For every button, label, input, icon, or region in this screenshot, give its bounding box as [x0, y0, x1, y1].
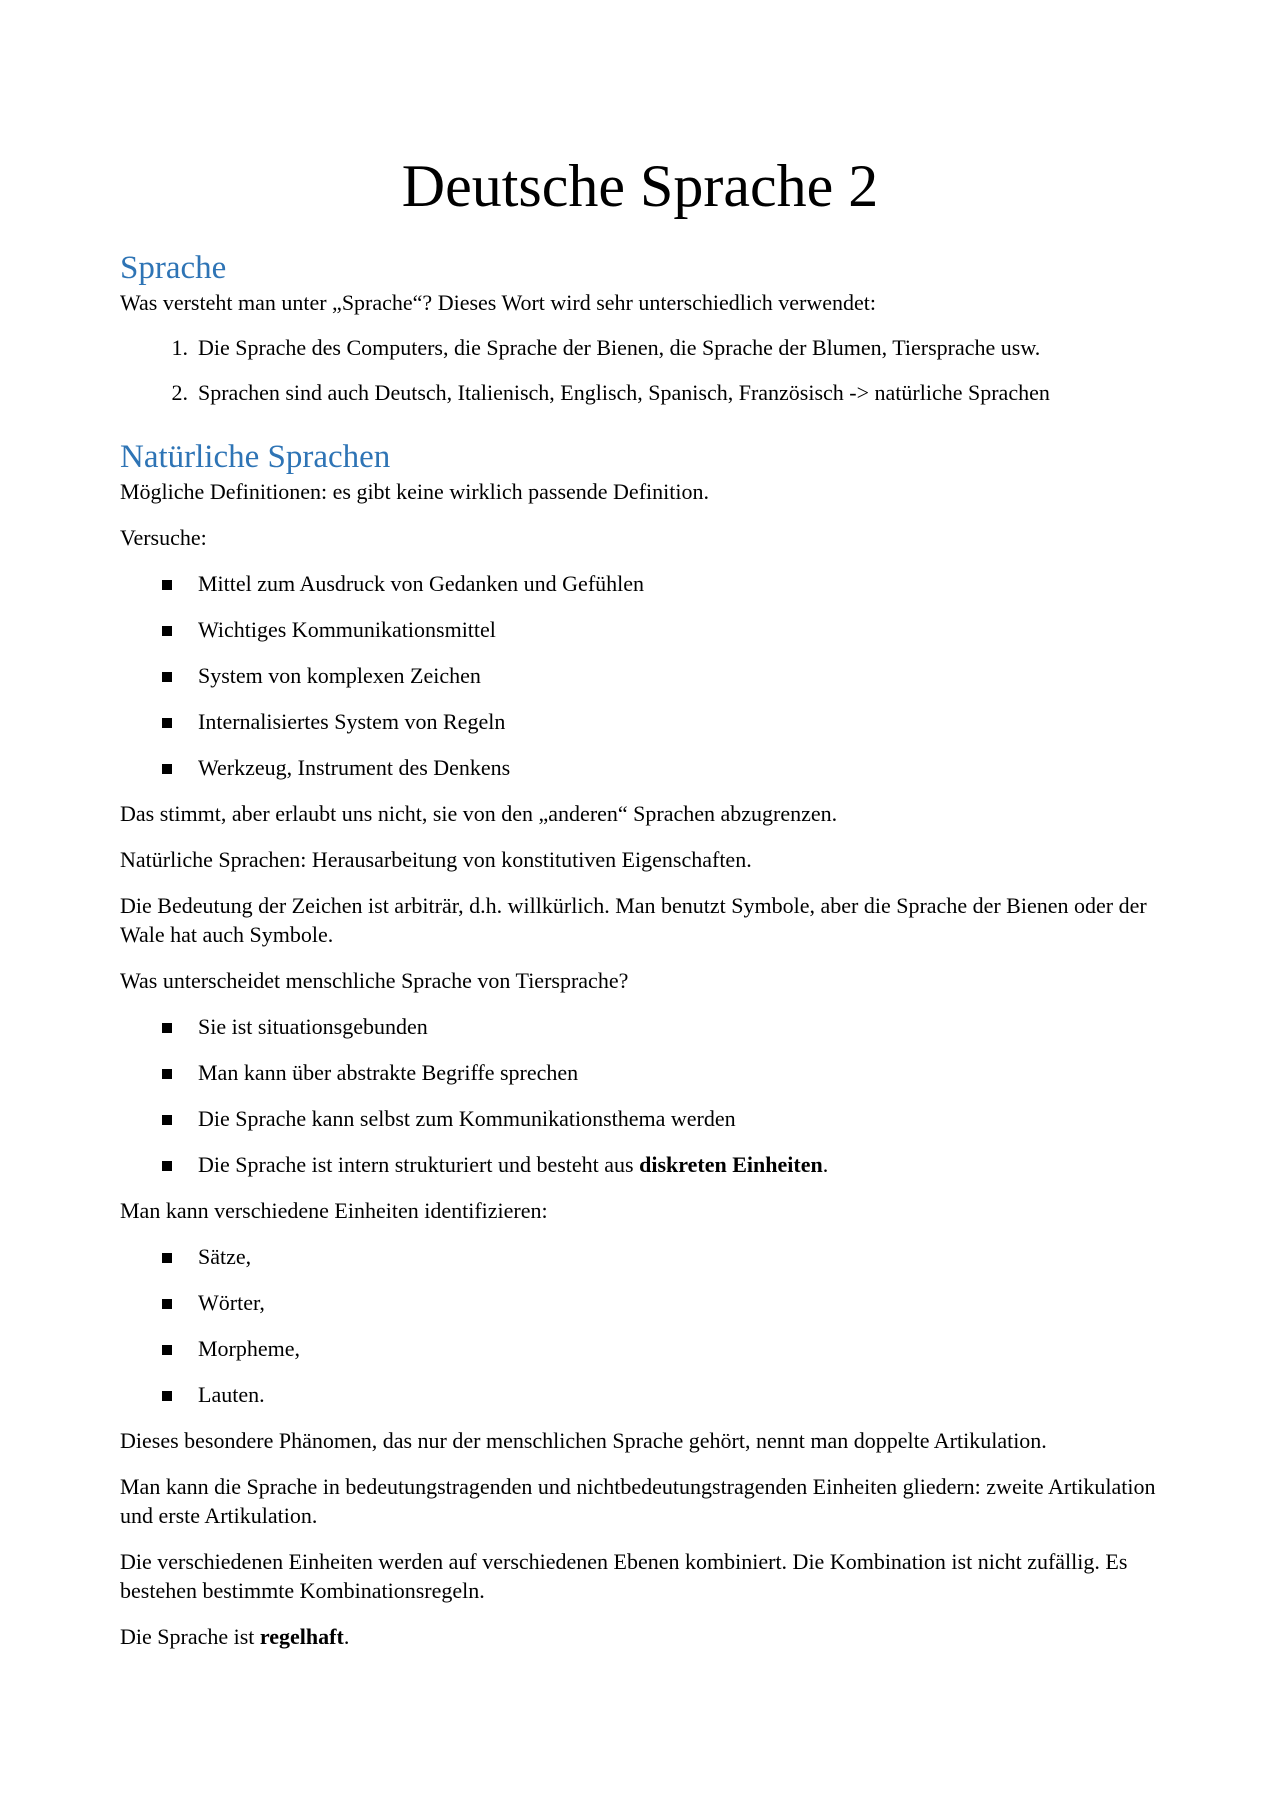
paragraph: Was unterscheidet menschliche Sprache von Tiersprache? — [120, 968, 629, 993]
square-bullet-icon — [162, 1023, 172, 1033]
list-item-text: Werkzeug, Instrument des Denkens — [198, 755, 511, 780]
square-bullet-icon — [162, 626, 172, 636]
text-segment: Die Sprache ist — [120, 1624, 260, 1649]
paragraph: Natürliche Sprachen: Herausarbeitung von konstitutiven Eigenschaften. — [120, 847, 752, 872]
bullet-list — [120, 569, 1160, 782]
list-item — [158, 1334, 1160, 1363]
list-number: 2. — [171, 380, 188, 405]
square-bullet-icon — [162, 672, 172, 682]
list-item-text: Mittel zum Ausdruck von Gedanken und Gefühlen — [198, 571, 645, 596]
heading-natuerliche-sprachen: Natürliche Sprachen — [120, 439, 391, 475]
paragraph: Das stimmt, aber erlaubt uns nicht, sie von den „anderen“ Sprachen abzugrenzen. — [120, 801, 838, 826]
paragraph: Was versteht man unter „Sprache“? Dieses Wort wird sehr unterschiedlich verwendet: — [120, 290, 877, 315]
paragraph: Dieses besondere Phänomen, das nur der menschlichen Sprache gehört, nennt man doppelte Artikulation. — [120, 1428, 1047, 1453]
list-item-text: Sprachen sind auch Deutsch, Italienisch, Englisch, Spanisch, Französisch -> natürliche Sprachen — [198, 380, 1050, 405]
paragraph: Versuche: — [120, 525, 207, 550]
text-segment: . — [343, 1624, 350, 1649]
list-item — [158, 1150, 1160, 1179]
list-item-text: Sätze, — [198, 1244, 252, 1269]
list-item — [158, 707, 1160, 736]
list-item-text: Wörter, — [198, 1290, 265, 1315]
paragraph: Man kann verschiedene Einheiten identifizieren: — [120, 1198, 548, 1223]
square-bullet-icon — [162, 1391, 172, 1401]
list-item-text: Die Sprache kann selbst zum Kommunikationsthema werden — [198, 1106, 736, 1131]
paragraph: Man kann die Sprache in bedeutungstragenden und nichtbedeutungstragenden Einheiten gliedern: zweite Artikulation und erste Artikulation. — [120, 1474, 1156, 1528]
list-item-text: Lauten. — [198, 1382, 265, 1407]
list-item — [158, 615, 1160, 644]
list-item — [158, 1058, 1160, 1087]
list-item-text: Wichtiges Kommunikationsmittel — [198, 617, 496, 642]
bold-term: regelhaft — [259, 1624, 344, 1649]
numbered-list — [120, 333, 1160, 407]
list-item-text: Morpheme, — [198, 1336, 301, 1361]
list-item — [158, 333, 1160, 362]
list-item-text — [198, 1152, 828, 1177]
document-title: Deutsche Sprache 2 — [401, 153, 879, 219]
list-item — [158, 1104, 1160, 1133]
square-bullet-icon — [162, 764, 172, 774]
list-item — [158, 378, 1160, 407]
square-bullet-icon — [162, 1345, 172, 1355]
list-item — [158, 569, 1160, 598]
square-bullet-icon — [162, 1253, 172, 1263]
square-bullet-icon — [162, 580, 172, 590]
square-bullet-icon — [162, 1161, 172, 1171]
square-bullet-icon — [162, 1299, 172, 1309]
square-bullet-icon — [162, 1069, 172, 1079]
paragraph: Mögliche Definitionen: es gibt keine wirklich passende Definition. — [120, 479, 709, 504]
list-item — [158, 753, 1160, 782]
heading-sprache: Sprache — [120, 250, 227, 286]
list-item-text: Sie ist situationsgebunden — [198, 1014, 428, 1039]
bold-term: diskreten Einheiten — [639, 1152, 823, 1177]
bullet-list — [120, 1242, 1160, 1409]
paragraph: Die verschiedenen Einheiten werden auf verschiedenen Ebenen kombiniert. Die Kombination ist nicht zufällig. Es bestehen bestimmte Kombinationsregeln. — [120, 1549, 1128, 1603]
paragraph: Die Bedeutung der Zeichen ist arbiträr, d.h. willkürlich. Man benutzt Symbole, aber die Sprache der Bienen oder der Wale hat auch Symbole. — [120, 893, 1147, 947]
list-item — [158, 1242, 1160, 1271]
list-item-text: Internalisiertes System von Regeln — [198, 709, 506, 734]
text-segment: . — [822, 1152, 829, 1177]
text-segment: Die Sprache ist intern strukturiert und besteht aus — [198, 1152, 640, 1177]
list-item — [158, 1288, 1160, 1317]
list-item-text: Die Sprache des Computers, die Sprache der Bienen, die Sprache der Blumen, Tiersprache usw. — [198, 335, 1041, 360]
list-item-text: Man kann über abstrakte Begriffe sprechen — [198, 1060, 579, 1085]
square-bullet-icon — [162, 718, 172, 728]
bullet-list — [120, 1012, 1160, 1179]
list-item-text: System von komplexen Zeichen — [198, 663, 481, 688]
square-bullet-icon — [162, 1115, 172, 1125]
list-item — [158, 1012, 1160, 1041]
list-item — [158, 1380, 1160, 1409]
paragraph — [120, 1622, 1160, 1651]
list-number: 1. — [171, 335, 188, 360]
list-item — [158, 661, 1160, 690]
